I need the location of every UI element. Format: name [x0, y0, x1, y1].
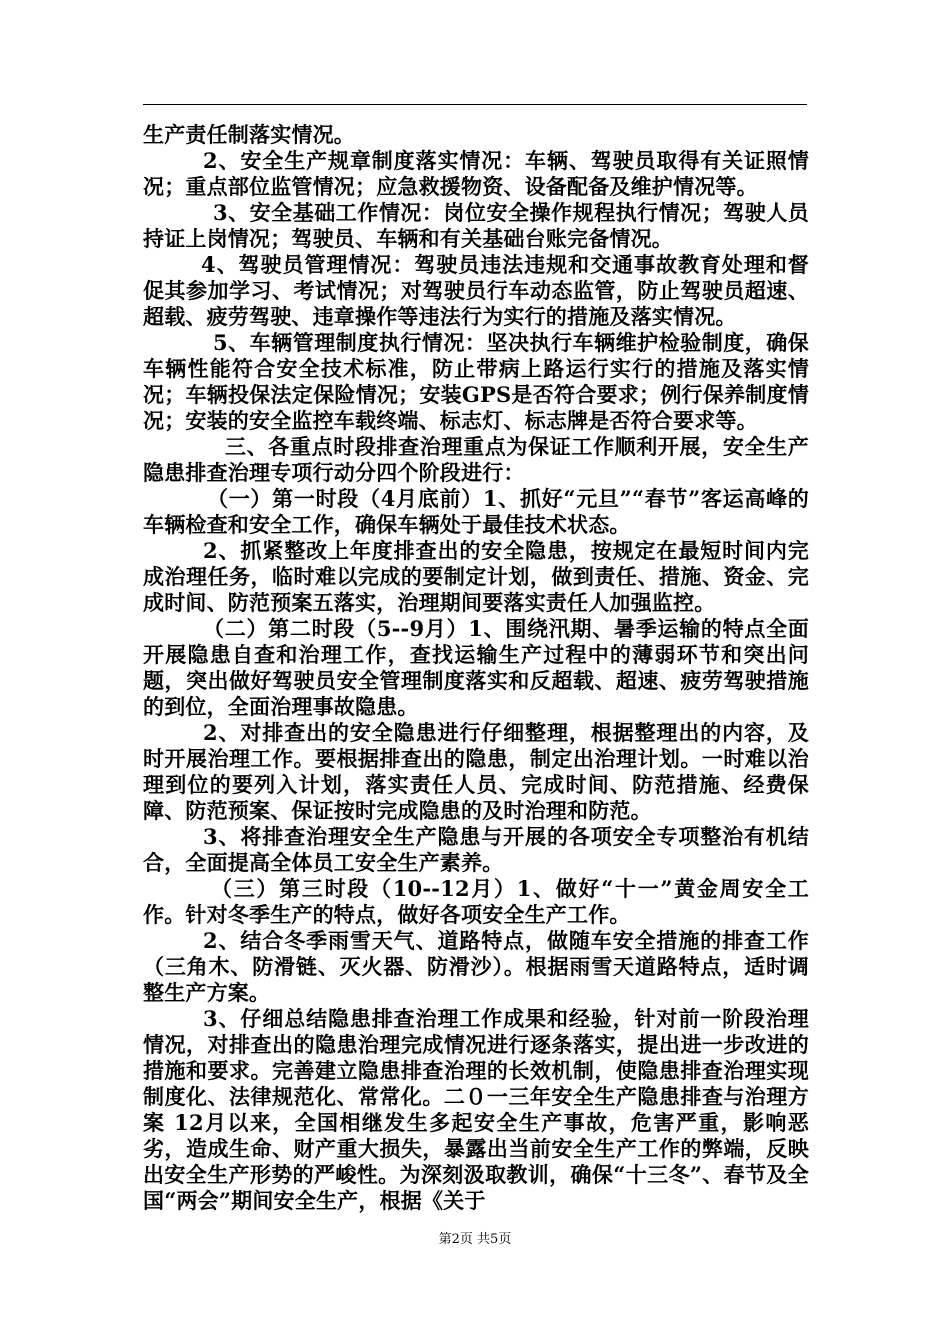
paragraph: 生产责任制落实情况。: [143, 122, 355, 147]
paragraph: 2、结合冬季雨雪天气、道路特点，做随车安全措施的排查工作（三角木、防滑链、灭火器、防滑沙）。根据雨雪天道路特点，适时调整生产方案。: [143, 928, 809, 1005]
paragraph: 2、安全生产规章制度落实情况：车辆、驾驶员取得有关证照情况；重点部位监管情况；应急救援物资、设备配备及维护情况等。: [143, 148, 809, 199]
paragraph: 3、安全基础工作情况：岗位安全操作规程执行情况；驾驶人员持证上岗情况；驾驶员、车辆和有关基础台账完备情况。: [143, 200, 809, 251]
paragraph: 3、将排查治理安全生产隐患与开展的各项安全专项整治有机结合，全面提高全体员工安全生产素养。: [143, 824, 809, 875]
paragraph: 三、各重点时段排查治理重点为保证工作顺利开展，安全生产隐患排查治理专项行动分四个阶段进行：: [143, 434, 809, 485]
body-text: [143, 122, 809, 1214]
paragraph: （三）第三时段（10--12月）1、做好“十一”黄金周安全工作。针对冬季生产的特点，做好各项安全生产工作。: [143, 876, 809, 927]
paragraph: 2、抓紧整改上年度排查出的安全隐患，按规定在最短时间内完成治理任务，临时难以完成的要制定计划，做到责任、措施、资金、完成时间、防范预案五落实，治理期间要落实责任人加强监控。: [143, 538, 809, 615]
header-rule: [143, 104, 807, 105]
paragraph: 4、驾驶员管理情况：驾驶员违法违规和交通事故教育处理和督促其参加学习、考试情况；对驾驶员行车动态监管，防止驾驶员超速、超载、疲劳驾驶、违章操作等违法行为实行的措施及落实情况。: [143, 252, 809, 329]
paragraph: （一）第一时段（4月底前）1、抓好“元旦”“春节”客运高峰的车辆检查和安全工作，确保车辆处于最佳技术状态。: [143, 486, 809, 537]
paragraph: 3、仔细总结隐患排查治理工作成果和经验，针对前一阶段治理情况，对排查出的隐患治理完成情况进行逐条落实，提出进一步改进的措施和要求。完善建立隐患排查治理的长效机制，使隐患排查治理实现制度化、法律规范化、常常化。二０一三年安全生产隐患排查与治理方案 12月以来，全国相继发生多起安全生产事故，危害严重，影响恶劣，造成生命、财产重大损失，暴露出当前安全生产工作的弊端，反映出安全生产形势的严峻性。为深刻汲取教训，确保“十三冬”、春节及全国“两会”期间安全生产，根据《关于: [143, 1006, 809, 1213]
paragraph: 5、车辆管理制度执行情况：坚决执行车辆维护检验制度，确保车辆性能符合安全技术标准，防止带病上路运行实行的措施及落实情况；车辆投保法定保险情况；安装GPS是否符合要求；例行保养制度情况；安装的安全监控车载终端、标志灯、标志牌是否符合要求等。: [143, 330, 809, 433]
paragraph: 2、对排查出的安全隐患进行仔细整理，根据整理出的内容，及时开展治理工作。要根据排查出的隐患，制定出治理计划。一时难以治理到位的要列入计划，落实责任人员、完成时间、防范措施、经费保障、防范预案、保证按时完成隐患的及时治理和防范。: [143, 720, 809, 823]
paragraph: （二）第二时段（5--9月）1、围绕汛期、暑季运输的特点全面开展隐患自查和治理工作，查找运输生产过程中的薄弱环节和突出问题，突出做好驾驶员安全管理制度落实和反超载、超速、疲劳驾驶措施的到位，全面治理事故隐患。: [143, 616, 809, 719]
page-footer: 第2页 共5页: [438, 1232, 512, 1247]
